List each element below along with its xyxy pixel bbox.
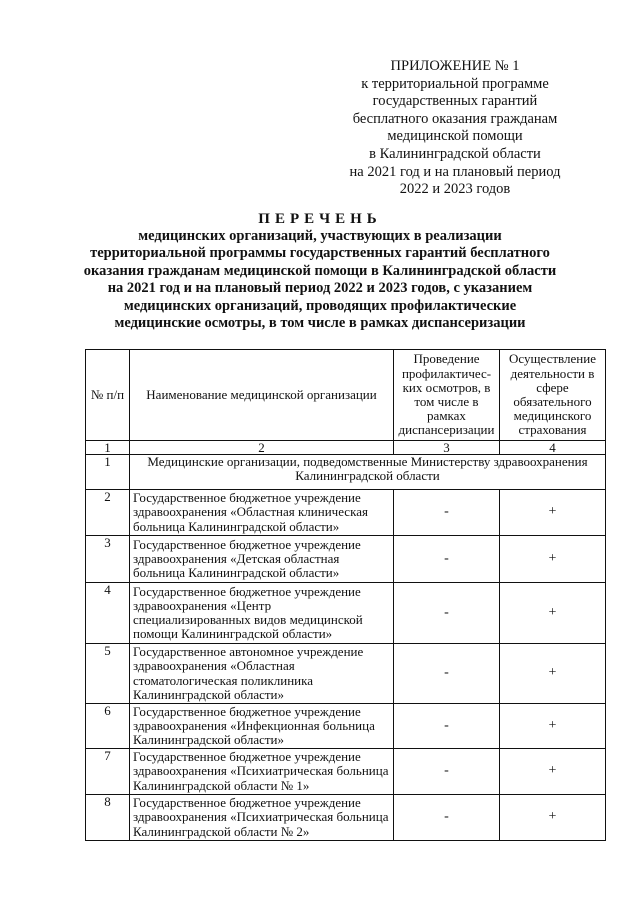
prof-mark: - <box>394 749 500 795</box>
oms-mark: + <box>500 536 606 583</box>
oms-mark: + <box>500 704 606 749</box>
row-num: 4 <box>86 583 130 644</box>
appendix-block <box>330 58 580 199</box>
row-num: 5 <box>86 644 130 704</box>
appendix-line: на 2021 год и на плановый период <box>349 163 561 180</box>
header-prof: Проведение профилактичес-ких осмотров, в том числе в рамках диспансеризации <box>394 350 500 441</box>
heading-line: медицинские осмотры, в том числе в рамках диспансеризации <box>114 315 526 332</box>
oms-mark: + <box>500 583 606 644</box>
header-num: № п/п <box>86 350 130 441</box>
org-name: Государственное бюджетное учреждение здравоохранения «Областная клиническая больница Калининградской области» <box>130 490 394 536</box>
column-number: 2 <box>130 441 394 455</box>
prof-mark: - <box>394 795 500 841</box>
document-heading <box>80 210 560 332</box>
table-row <box>86 536 606 583</box>
column-number: 4 <box>500 441 606 455</box>
row-num: 7 <box>86 749 130 795</box>
table-row <box>86 795 606 841</box>
column-number: 3 <box>394 441 500 455</box>
table-row <box>86 490 606 536</box>
org-name: Государственное бюджетное учреждение здравоохранения «Психиатрическая больница Калининградской области № 2» <box>130 795 394 841</box>
prof-mark: - <box>394 644 500 704</box>
column-number: 1 <box>86 441 130 455</box>
table-row <box>86 749 606 795</box>
document-title: ПЕРЕЧЕНЬ <box>258 211 382 227</box>
heading-line: территориальной программы государственных гарантий бесплатного <box>90 245 550 262</box>
appendix-line: бесплатного оказания гражданам <box>352 110 558 127</box>
heading-line: медицинских организаций, проводящих профилактические <box>123 297 517 314</box>
heading-line: на 2021 год и на плановый период 2022 и 2023 годов, с указанием <box>107 280 533 297</box>
group-row <box>86 455 606 490</box>
header-name: Наименование медицинской организации <box>130 350 394 441</box>
row-num: 2 <box>86 490 130 536</box>
row-num: 3 <box>86 536 130 583</box>
heading-line: оказания гражданам медицинской помощи в Калининградской области <box>83 262 557 279</box>
group-title: Медицинские организации, подведомственные Министерству здравоохранения Калининградской области <box>130 455 606 490</box>
prof-mark: - <box>394 536 500 583</box>
header-oms: Осуществление деятельности в сфере обязательного медицинского страхования <box>500 350 606 441</box>
org-name: Государственное бюджетное учреждение здравоохранения «Центр специализированных видов медицинской помощи Калининградской области» <box>130 583 394 644</box>
table-row <box>86 704 606 749</box>
prof-mark: - <box>394 583 500 644</box>
organizations-table <box>85 349 606 841</box>
appendix-line: в Калининградской области <box>369 145 541 162</box>
prof-mark: - <box>394 490 500 536</box>
oms-mark: + <box>500 490 606 536</box>
appendix-line: 2022 и 2023 годов <box>399 181 511 198</box>
table-row <box>86 644 606 704</box>
appendix-line: к территориальной программе <box>361 75 549 92</box>
oms-mark: + <box>500 749 606 795</box>
column-number-row <box>86 441 606 455</box>
org-name: Государственное бюджетное учреждение здравоохранения «Детская областная больница Калининградской области» <box>130 536 394 583</box>
table-row <box>86 583 606 644</box>
appendix-line: государственных гарантий <box>372 93 538 110</box>
table-header-row <box>86 350 606 441</box>
heading-line: медицинских организаций, участвующих в реализации <box>138 228 502 244</box>
oms-mark: + <box>500 795 606 841</box>
org-name: Государственное бюджетное учреждение здравоохранения «Инфекционная больница Калининградской области» <box>130 704 394 749</box>
appendix-line: медицинской помощи <box>387 128 523 145</box>
org-name: Государственное бюджетное учреждение здравоохранения «Психиатрическая больница Калининградской области № 1» <box>130 749 394 795</box>
row-num: 6 <box>86 704 130 749</box>
oms-mark: + <box>500 644 606 704</box>
row-num: 1 <box>86 455 130 490</box>
org-name: Государственное автономное учреждение здравоохранения «Областная стоматологическая поликлиника Калининградской области» <box>130 644 394 704</box>
prof-mark: - <box>394 704 500 749</box>
appendix-line: ПРИЛОЖЕНИЕ № 1 <box>390 58 520 74</box>
row-num: 8 <box>86 795 130 841</box>
